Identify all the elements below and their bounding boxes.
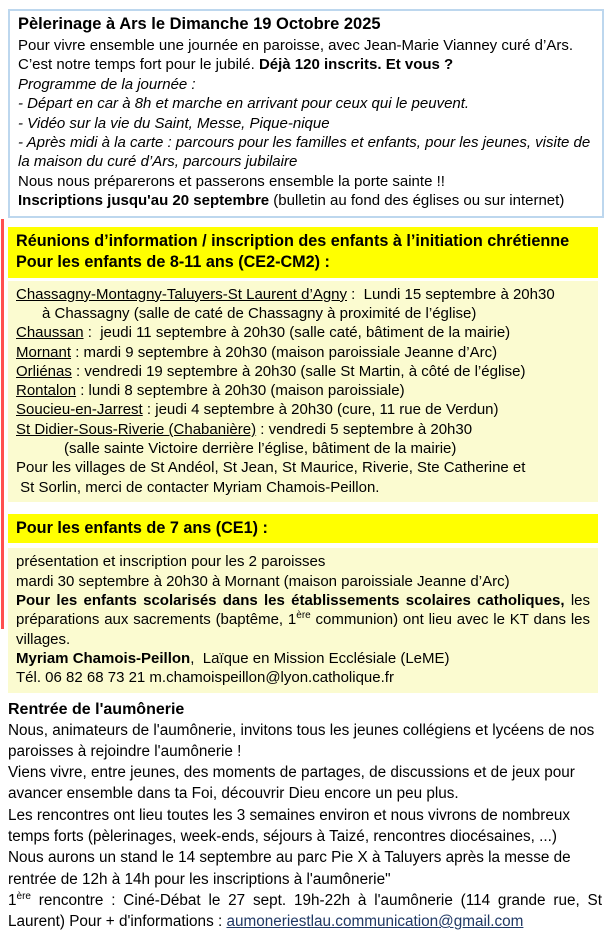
meeting-entry [16,420,590,439]
village-name: Orliénas [16,363,72,380]
meeting-detail: : vendredi 5 septembre à 20h30 [256,421,472,438]
ce1-catholic-schools-bold: Pour les enfants scolarisés dans les établissements scolaires catholiques, [16,592,565,609]
program-item-2: - Vidéo sur la vie du Saint, Messe, Pique-nique [18,114,594,133]
meeting-entry [16,285,590,304]
ce1-catholic-schools-line [16,591,590,649]
meeting-entry [16,362,590,381]
ce1-header: Pour les enfants de 7 ans (CE1) : [8,514,598,544]
pilgrimage-intro-line: Pour vivre ensemble une journée en paroisse, avec Jean-Marie Vianney curé d’Ars. [18,36,594,55]
ce1-sacrements-text-end: communion) ont lieu avec le KT dans les villages. [16,611,594,647]
meeting-detail: : Lundi 15 septembre à 20h30 [347,286,555,303]
holy-door-line: Nous nous préparerons et passerons ensemble la porte sainte !! [18,172,594,191]
meeting-entry-continuation: (salle sainte Victoire derrière l’église, bâtiment de la mairie) [16,439,590,458]
pilgrimage-section [8,9,604,218]
contact-name: Myriam Chamois-Peillon [16,650,190,667]
first-meeting-number: 1 [8,892,17,909]
village-name: Mornant [16,344,71,361]
jubilee-text: C’est notre temps fort pour le jubilé. [18,56,259,73]
registration-deadline: Inscriptions jusqu'au 20 septembre [18,192,269,209]
meeting-entry [16,323,590,342]
pilgrimage-jubilee-line [18,55,594,74]
chaplaincy-invitation: Nous, animateurs de l'aumônerie, invitons tous les jeunes collégiens et lycéens de nos paroisses à rejoindre l'aumônerie ! [8,720,602,763]
village-name: Chaussan [16,324,84,341]
chaplaincy-stand: Nous aurons un stand le 14 septembre au parc Pie X à Taluyers après la messe de rentrée de 12h à 14h pour les inscriptions à l'aumônerie" [8,847,602,890]
meeting-detail: : mardi 9 septembre à 20h30 (maison paroissiale Jeanne d’Arc) [71,344,497,361]
ce1-presentation-line: présentation et inscription pour les 2 paroisses [16,552,590,571]
contact-role: , Laïque en Mission Ecclésiale (LeME) [190,650,449,667]
meeting-entry [16,343,590,362]
ce1-date-line: mardi 30 septembre à 20h30 à Mornant (maison paroissiale Jeanne d’Arc) [16,572,590,591]
chaplaincy-section [8,699,604,932]
chaplaincy-title: Rentrée de l'aumônerie [8,699,602,720]
ordinal-superscript: ère [17,891,31,902]
other-villages-line2: St Sorlin, merci de contacter Myriam Chamois-Peillon. [16,478,590,497]
ce1-contact-line [16,649,590,668]
meetings-header-line2: Pour les enfants de 8-11 ans (CE2-CM2) : [16,252,590,274]
meeting-detail: : jeudi 4 septembre à 20h30 (cure, 11 rue de Verdun) [143,401,499,418]
meeting-entry [16,400,590,419]
meeting-entry [16,381,590,400]
pilgrimage-title: Pèlerinage à Ars le Dimanche 19 Octobre 2025 [18,14,594,35]
inscrits-count-text: Déjà 120 inscrits. Et vous ? [259,56,453,73]
village-name: St Didier-Sous-Riverie (Chabanière) [16,421,256,438]
meetings-header-line1: Réunions d’information / inscription des enfants à l’initiation chrétienne [16,231,590,253]
chaplaincy-email-link[interactable]: aumoneriestlau.communication@gmail.com [226,913,523,930]
contact-phone-email-line: Tél. 06 82 68 73 21 m.chamoispeillon@lyon.catholique.fr [16,668,590,687]
ce1-sacrements-text: les préparations aux sacrements (baptême, 1 [16,592,594,628]
program-item-1: - Départ en car à 8h et marche en arrivant pour ceux qui le peuvent. [18,94,594,113]
village-name: Chassagny-Montagny-Taluyers-St Laurent d’Agny [16,286,347,303]
first-meeting-text: rencontre : Ciné-Débat le 27 sept. 19h-22h à l'aumônerie (114 grande rue, St Laurent) Pour + d'informations : [8,892,606,930]
meeting-entry-continuation: à Chassagny (salle de caté de Chassagny à proximité de l’église) [16,304,590,323]
registration-line [18,191,594,210]
program-item-3: - Après midi à la carte : parcours pour les familles et enfants, pour les jeunes, visite de la maison du curé d’Ars, parcours jubilaire [18,133,594,172]
registration-detail: (bulletin au fond des églises ou sur internet) [269,192,564,209]
village-name: Soucieu-en-Jarrest [16,401,143,418]
meeting-detail: : jeudi 11 septembre à 20h30 (salle caté, bâtiment de la mairie) [84,324,511,341]
meetings-list [8,281,598,502]
meetings-header [8,227,598,278]
meeting-detail: : vendredi 19 septembre à 20h30 (salle St Martin, à côté de l’église) [72,363,526,380]
chaplaincy-first-meeting [8,890,602,932]
other-villages-line1: Pour les villages de St Andéol, St Jean, St Maurice, Riverie, Ste Catherine et [16,458,590,477]
chaplaincy-viens-vivre: Viens vivre, entre jeunes, des moments de partages, de discussions et de jeux pour avancer ensemble dans ta Foi, découvrir Dieu encore un peu plus. [8,762,602,805]
village-name: Rontalon [16,382,76,399]
ce1-section [8,548,598,692]
chaplaincy-rencontres: Les rencontres ont lieu toutes les 3 semaines environ et nous vivrons de nombreux temps forts (pèlerinages, week-ends, séjours à Taizé, rencontres diocésaines, ...) [8,805,602,848]
meeting-detail: : lundi 8 septembre à 20h30 (maison paroissiale) [76,382,405,399]
program-label: Programme de la journée : [18,75,594,94]
ordinal-superscript: ère [296,610,310,621]
